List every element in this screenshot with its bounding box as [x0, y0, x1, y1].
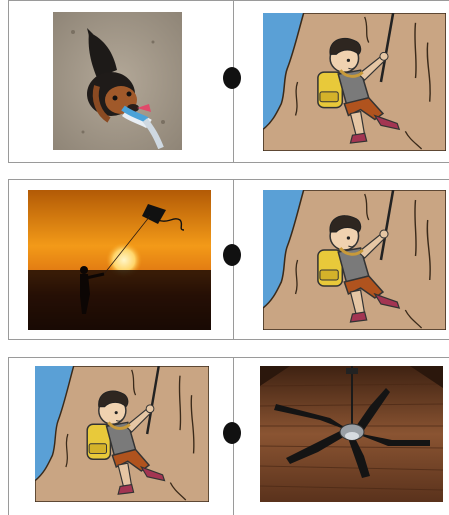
match-dot[interactable]: [223, 422, 241, 444]
dog-with-toy-photo: [53, 12, 182, 150]
rock-climber-cartoon: [263, 190, 446, 330]
match-dot[interactable]: [223, 244, 241, 266]
ceiling-fan-photo: [260, 366, 443, 502]
rock-climber-cartoon: [263, 13, 446, 151]
match-row-3: [8, 357, 449, 515]
kite-at-sunset-photo: [28, 190, 211, 330]
match-row-1: [8, 0, 449, 163]
match-row-2: [8, 179, 449, 340]
match-dot[interactable]: [223, 67, 241, 89]
rock-climber-cartoon: [35, 366, 209, 502]
